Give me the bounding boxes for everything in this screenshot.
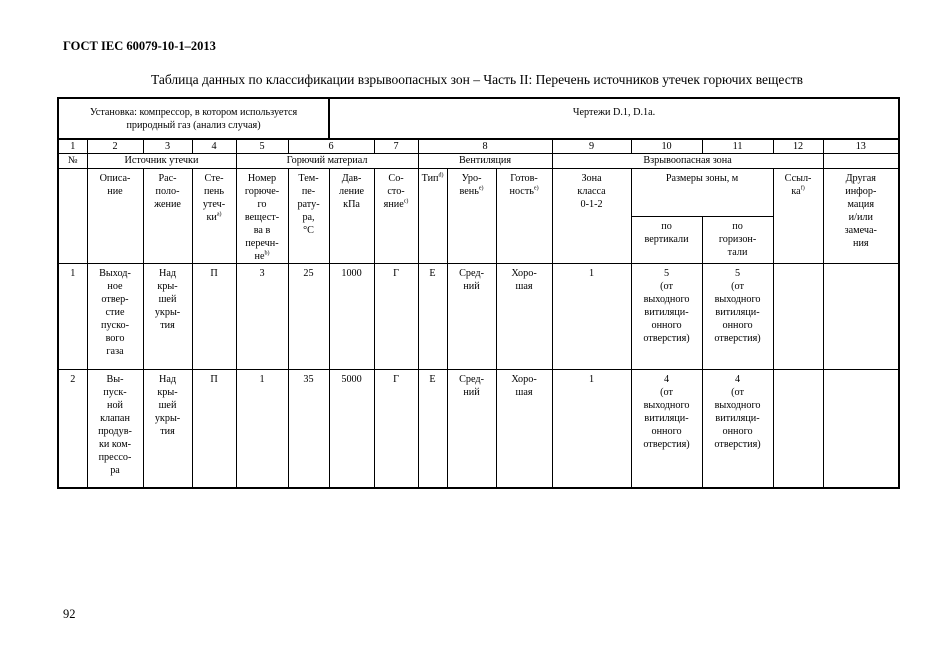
grade-cell: П: [192, 264, 236, 370]
table-row: [58, 264, 899, 370]
number-header-text: Номер горюче- го вещест- ва в перечн- не: [244, 173, 280, 262]
availability-header-text: Готов- ность: [509, 173, 538, 197]
table-row: [58, 370, 899, 489]
location-cell: Над кры- шей укры- тия: [143, 370, 192, 489]
source-group-header: Источник утечки: [87, 154, 236, 169]
location-header: Рас- поло- жение: [143, 169, 192, 264]
availability-footnote: e): [533, 185, 539, 192]
installation-row: [58, 98, 899, 139]
col-num-12: 12: [773, 139, 823, 154]
col-num-5: 5: [236, 139, 288, 154]
other-info-cell: [823, 370, 899, 489]
type-cell: Е: [418, 264, 447, 370]
horizontal-size-cell: 4 (от выходного витиляци- онного отверстия): [702, 370, 773, 489]
vertical-size-cell: 5 (от выходного витиляци- онного отверстия): [631, 264, 702, 370]
pressure-cell: 5000: [329, 370, 374, 489]
col-num-3: 3: [143, 139, 192, 154]
state-cell: Г: [374, 370, 418, 489]
installation-cell: Установка: компрессор, в котором используется природный газ (анализ случая): [58, 98, 329, 139]
availability-cell: Хоро- шая: [496, 370, 552, 489]
col-num-11: 11: [702, 139, 773, 154]
number-footnote: b): [264, 250, 270, 257]
number-cell: 3: [236, 264, 288, 370]
subheader-row: [58, 169, 899, 217]
col-num-6: 6: [288, 139, 374, 154]
page-number: 92: [63, 607, 76, 621]
type-footnote: d): [438, 172, 444, 179]
col-num-4: 4: [192, 139, 236, 154]
ventilation-group-header: Вентиляция: [418, 154, 552, 169]
column-numbers-row: [58, 139, 899, 154]
group-header-row: [58, 154, 899, 169]
col-num-7: 7: [374, 139, 418, 154]
availability-header: [496, 169, 552, 264]
col-num-8: 8: [418, 139, 552, 154]
type-cell: Е: [418, 370, 447, 489]
vertical-size-cell: 4 (от выходного витиляци- онного отверстия): [631, 370, 702, 489]
horizontal-header: по горизон- тали: [702, 217, 773, 264]
grade-footnote: a): [216, 211, 222, 218]
description-cell: Вы- пуск- ной клапан продув- ки ком- прессо- ра: [87, 370, 143, 489]
state-footnote: c): [403, 198, 409, 205]
state-header: [374, 169, 418, 264]
temperature-cell: 35: [288, 370, 329, 489]
level-cell: Сред- ний: [447, 370, 496, 489]
zone-class-cell: 1: [552, 264, 631, 370]
reference-cell: [773, 264, 823, 370]
state-cell: Г: [374, 264, 418, 370]
description-cell: Выход- ное отвер- стие пуско- вого газа: [87, 264, 143, 370]
hazardous-area-table: [57, 97, 900, 489]
zone-group-header: Взрывоопасная зона: [552, 154, 823, 169]
vertical-header: по вертикали: [631, 217, 702, 264]
level-footnote: e): [478, 185, 484, 192]
row-number: 2: [58, 370, 87, 489]
col-num-2: 2: [87, 139, 143, 154]
col-num-10: 10: [631, 139, 702, 154]
state-header-text: Со- сто- яние: [383, 173, 405, 210]
other-info-header: Другая инфор- мация и/или замеча- ния: [823, 169, 899, 264]
temperature-header: Тем- пе- рату- ра, °C: [288, 169, 329, 264]
number-in-list-header: [236, 169, 288, 264]
reference-header: [773, 169, 823, 264]
reference-cell: [773, 370, 823, 489]
other-info-cell: [823, 264, 899, 370]
reference-footnote: f): [800, 185, 805, 192]
table-title: Таблица данных по классификации взрывоопасных зон – Часть II: Перечень источников утечек горючих веществ: [150, 72, 804, 87]
grade-header-text: Сте- пень утеч- ки: [202, 173, 226, 223]
pressure-cell: 1000: [329, 264, 374, 370]
location-cell: Над кры- шей укры- тия: [143, 264, 192, 370]
level-header: [447, 169, 496, 264]
pressure-header: Дав- ление кПа: [329, 169, 374, 264]
horizontal-size-cell: 5 (от выходного витиляци- онного отверстия): [702, 264, 773, 370]
standard-header: ГОСТ IEC 60079-10-1–2013: [63, 39, 216, 53]
zone-size-header: Размеры зоны, м: [631, 169, 773, 217]
number-header: №: [58, 154, 87, 169]
grade-header: [192, 169, 236, 264]
temperature-cell: 25: [288, 264, 329, 370]
zone-class-header: Зона класса 0-1-2: [552, 169, 631, 264]
grade-cell: П: [192, 370, 236, 489]
col-num-1: 1: [58, 139, 87, 154]
type-header: [418, 169, 447, 264]
col-num-13: 13: [823, 139, 899, 154]
description-header: Описа- ние: [87, 169, 143, 264]
number-cell: 1: [236, 370, 288, 489]
availability-cell: Хоро- шая: [496, 264, 552, 370]
drawings-cell: Чертежи D.1, D.1a.: [329, 98, 899, 139]
level-header-text: Уро- вень: [459, 173, 482, 197]
col-num-9: 9: [552, 139, 631, 154]
material-group-header: Горючий материал: [236, 154, 418, 169]
empty-group-cell: [823, 154, 899, 169]
zone-class-cell: 1: [552, 370, 631, 489]
reference-header-text: Ссыл- ка: [784, 173, 812, 197]
row-number: 1: [58, 264, 87, 370]
type-header-text: Тип: [421, 173, 439, 184]
level-cell: Сред- ний: [447, 264, 496, 370]
empty-no-subheader: [58, 169, 87, 264]
